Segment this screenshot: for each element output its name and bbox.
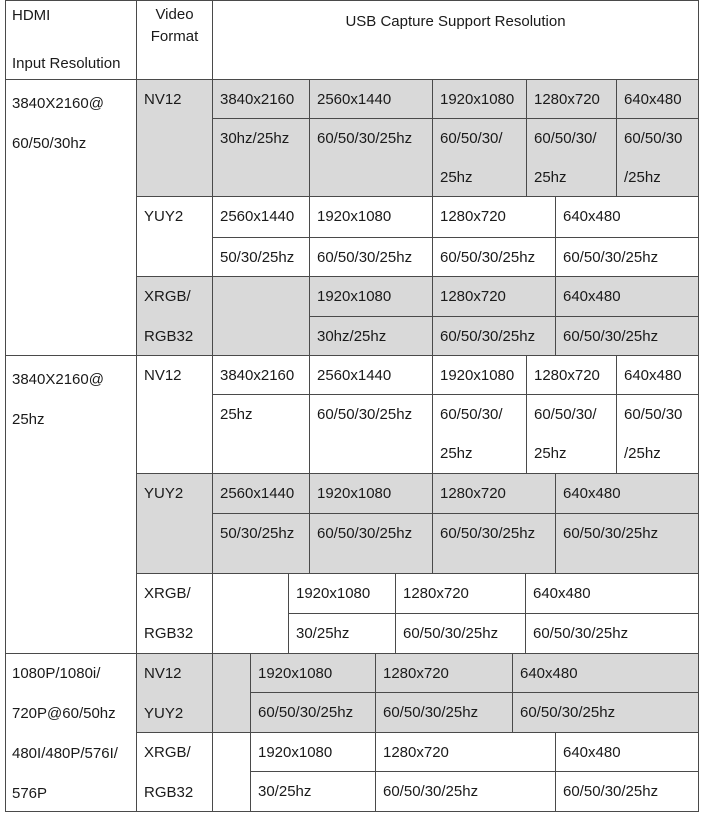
resolution-cell: 3840x2160	[213, 80, 310, 119]
frame-rate-cell: 60/50/30/25hz	[526, 614, 699, 654]
frame-rate-cell: 60/50/30/25hz	[310, 395, 433, 474]
video-format-g1-3: XRGB/ RGB32	[137, 277, 213, 356]
frame-rate-cell: 60/50/30/25hz	[433, 317, 556, 356]
frame-rate-cell: 60/50/30/25hz	[513, 693, 699, 733]
resolution-cell: 1280x720	[433, 277, 556, 317]
resolution-cell: 1280x720	[376, 733, 556, 772]
frame-rate-cell: 60/50/30/25hz	[433, 238, 556, 277]
frame-rate-cell: 60/50/30 /25hz	[617, 119, 699, 197]
resolution-cell: 640x480	[556, 197, 699, 238]
video-format-g2-1: NV12	[137, 356, 213, 474]
frame-rate-cell: 30hz/25hz	[213, 119, 310, 197]
frame-rate-cell: 60/50/30/25hz	[310, 514, 433, 574]
frame-rate-cell: 60/50/30/25hz	[556, 514, 699, 574]
frame-rate-cell: 60/50/30/25hz	[433, 514, 556, 574]
empty-cell-g1-3	[213, 277, 310, 356]
frame-rate-cell: 60/50/30/25hz	[376, 772, 556, 812]
resolution-cell: 1280x720	[433, 474, 556, 514]
frame-rate-cell: 60/50/30/25hz	[396, 614, 526, 654]
resolution-cell: 1920x1080	[310, 277, 433, 317]
resolution-cell: 2560x1440	[213, 474, 310, 514]
hdmi-input-1: 3840X2160@ 60/50/30hz	[5, 80, 137, 356]
video-format-g3-1: NV12 YUY2	[137, 654, 213, 733]
resolution-cell: 640x480	[556, 733, 699, 772]
frame-rate-cell: 60/50/30/ 25hz	[433, 395, 527, 474]
video-format-g2-2: YUY2	[137, 474, 213, 574]
header-hdmi-input-resolution: HDMI Input Resolution	[5, 0, 137, 80]
resolution-cell: 1920x1080	[251, 654, 376, 693]
resolution-cell: 640x480	[513, 654, 699, 693]
frame-rate-cell: 60/50/30/25hz	[310, 238, 433, 277]
video-format-g2-3: XRGB/ RGB32	[137, 574, 213, 654]
frame-rate-cell: 50/30/25hz	[213, 238, 310, 277]
frame-rate-cell: 60/50/30/ 25hz	[527, 119, 617, 197]
empty-cell-g3-1	[213, 654, 251, 733]
frame-rate-cell: 60/50/30/25hz	[556, 317, 699, 356]
video-format-g3-2: XRGB/ RGB32	[137, 733, 213, 812]
resolution-cell: 1920x1080	[289, 574, 396, 614]
frame-rate-cell: 30/25hz	[251, 772, 376, 812]
resolution-cell: 2560x1440	[310, 80, 433, 119]
frame-rate-cell: 25hz	[213, 395, 310, 474]
resolution-cell: 1920x1080	[433, 80, 527, 119]
frame-rate-cell: 30/25hz	[289, 614, 396, 654]
resolution-cell: 1280x720	[376, 654, 513, 693]
empty-cell-g3-2	[213, 733, 251, 812]
hdmi-input-2: 3840X2160@ 25hz	[5, 356, 137, 654]
empty-cell-g2-3	[213, 574, 289, 654]
resolution-cell: 1280x720	[433, 197, 556, 238]
frame-rate-cell: 30hz/25hz	[310, 317, 433, 356]
header-usb-capture-support-resolution: USB Capture Support Resolution	[213, 0, 699, 80]
resolution-cell: 1920x1080	[251, 733, 376, 772]
frame-rate-cell: 60/50/30/25hz	[556, 238, 699, 277]
hdmi-input-3: 1080P/1080i/ 720P@60/50hz 480I/480P/576I/ 576P	[5, 654, 137, 812]
video-format-g1-2: YUY2	[137, 197, 213, 277]
resolution-cell: 2560x1440	[310, 356, 433, 395]
resolution-cell: 640x480	[556, 474, 699, 514]
frame-rate-cell: 60/50/30 /25hz	[617, 395, 699, 474]
resolution-cell: 1280x720	[527, 80, 617, 119]
resolution-cell: 1280x720	[396, 574, 526, 614]
video-format-g1-1: NV12	[137, 80, 213, 197]
resolution-cell: 1920x1080	[433, 356, 527, 395]
resolution-cell: 2560x1440	[213, 197, 310, 238]
resolution-cell: 640x480	[556, 277, 699, 317]
resolution-cell: 1920x1080	[310, 197, 433, 238]
resolution-cell: 3840x2160	[213, 356, 310, 395]
frame-rate-cell: 60/50/30/ 25hz	[527, 395, 617, 474]
frame-rate-cell: 60/50/30/ 25hz	[433, 119, 527, 197]
frame-rate-cell: 50/30/25hz	[213, 514, 310, 574]
frame-rate-cell: 60/50/30/25hz	[376, 693, 513, 733]
frame-rate-cell: 60/50/30/25hz	[310, 119, 433, 197]
resolution-cell: 640x480	[617, 80, 699, 119]
resolution-cell: 1920x1080	[310, 474, 433, 514]
frame-rate-cell: 60/50/30/25hz	[556, 772, 699, 812]
header-video-format: Video Format	[137, 0, 213, 80]
resolution-cell: 640x480	[526, 574, 699, 614]
frame-rate-cell: 60/50/30/25hz	[251, 693, 376, 733]
resolution-cell: 1280x720	[527, 356, 617, 395]
resolution-cell: 640x480	[617, 356, 699, 395]
